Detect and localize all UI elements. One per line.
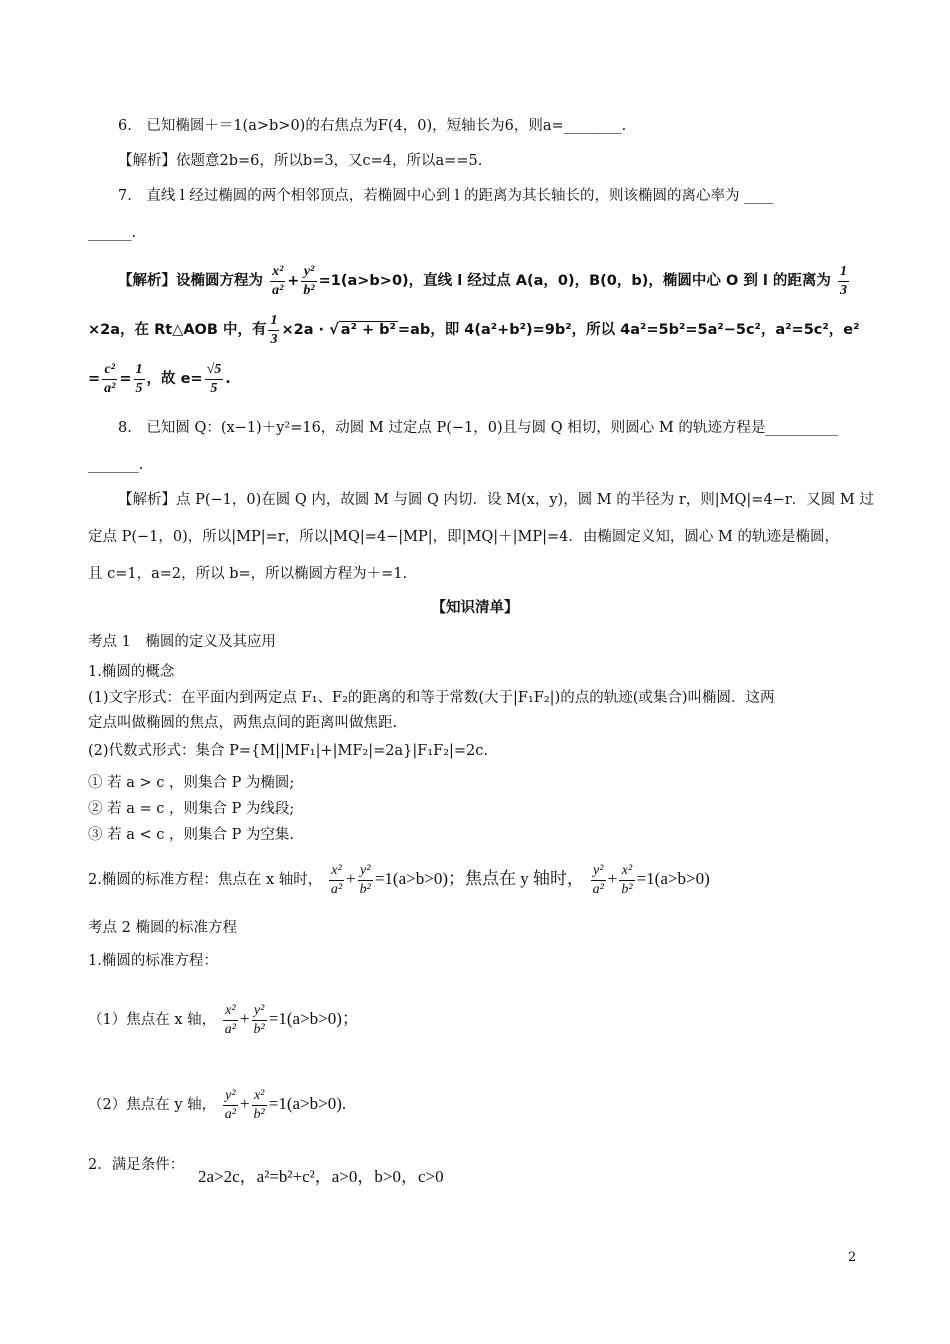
- kp1-def1-line-1: (1)文字形式：在平面内到两定点 F₁、F₂的距离的和等于常数(大于|F₁F₂|)的点的轨迹(或集合)叫椭圆．这两: [88, 690, 775, 706]
- kp1-title: 考点 1 椭圆的定义及其应用: [88, 634, 276, 650]
- kp2-x-axis-equation: （1）焦点在 x 轴， $\frac{\text{x²}}{\text{a²}}$ + $\frac{\text{y²}}{\text{b²}}$ =1(a>b>0)；: [88, 1002, 359, 1037]
- answer-8-line-2: 定点 P(−1，0)，所以|MP|=r，所以|MQ|=4−|MP|，即|MQ|＋|MP|=4．由椭圆定义知，圆心 M 的轨迹是椭圆，: [88, 529, 839, 545]
- answer-6: 【解析】依题意2b=6，所以b=3，又c=4，所以a==5.: [118, 153, 483, 169]
- answer-8-line-3: 且 c=1，a=2，所以 b=，所以椭圆方程为＋=1.: [88, 566, 408, 582]
- question-7-line-1: 7. 直线 l 经过椭圆的两个相邻顶点，若椭圆中心到 l 的距离为其长轴长的，则该椭圆的离心率为 ____: [118, 188, 774, 204]
- answer-7-line-2: ×2a，在 Rt△AOB 中，有 $\frac{1}{3}$ ×2a · √ a² + b² =ab，即 4(a²+b²)=9b²，所以 4a²=5b²=5a²−5c²，a²=5c²，e²: [88, 312, 860, 347]
- fraction: $\frac{\text{y²}}{\text{a²}}$: [224, 1087, 236, 1122]
- fraction: $\frac{\text{y²}}{\text{b²}}$: [253, 1002, 265, 1037]
- fraction: $\frac{\text{c²}}{\text{a²}}$: [104, 361, 116, 396]
- question-7-line-2: ______.: [88, 225, 137, 241]
- fraction: $\frac{\text{x²}}{\text{b²}}$: [621, 862, 633, 897]
- question-6: 6. 已知椭圆＋＝1(a>b>0)的右焦点为F(4，0)，短轴长为6，则a=________.: [118, 118, 627, 134]
- kp1-def2: (2)代数式形式：集合 P={M||MF₁|+|MF₂|=2a}|F₁F₂|=2c.: [88, 743, 489, 759]
- fraction: $\frac{1}{5}$: [135, 361, 143, 396]
- kp1-standard-equation: 2.椭圆的标准方程：焦点在 x 轴时， $\frac{\text{x²}}{\text{a²}}$ + $\frac{\text{y²}}{\text{b²}}$ =1(a>b>0)；焦点在 y 轴时， $\frac{\text{y²}}{\text{a²}}$ + $\frac{\text{x²}}{\text{b²}}$ =1(a>b>0): [88, 862, 710, 897]
- kp2-y-axis-equation: （2）焦点在 y 轴， $\frac{\text{y²}}{\text{a²}}$ + $\frac{\text{x²}}{\text{b²}}$ =1(a>b>0).: [88, 1087, 347, 1122]
- kp2-title: 考点 2 椭圆的标准方程: [88, 920, 237, 936]
- fraction: $\frac{\text{x²}}{\text{b²}}$: [253, 1087, 265, 1122]
- kp1-subtitle: 1.椭圆的概念: [88, 664, 175, 680]
- answer-7-line-1: 【解析】设椭圆方程为 $\frac{\text{x²}}{\text{a²}}$ + $\frac{\text{y²}}{\text{b²}}$ =1(a>b>0)，直线 l 经过点 A(a，0)，B(0，b)，椭圆中心 O 到 l 的距离为 $\frac{1}{3}$: [118, 263, 847, 298]
- page-number: 2: [848, 1250, 857, 1265]
- fraction: $\frac{1}{3}$: [270, 312, 278, 347]
- fraction: $\frac{√5}{5}$: [206, 361, 222, 396]
- kp1-def1-line-2: 定点叫做椭圆的焦点，两焦点间的距离叫做焦距.: [88, 715, 398, 731]
- section-title: 【知识清单】: [431, 600, 519, 616]
- kp2-condition: 2a>2c，a²=b²+c²，a>0，b>0，c>0: [198, 1167, 444, 1186]
- kp1-case-2: ② 若 a = c ，则集合 P 为线段;: [88, 801, 295, 817]
- question-8-line-1: 8. 已知圆 Q：(x−1)＋y²=16，动圆 M 过定点 P(−1，0)且与圆 Q 相切，则圆心 M 的轨迹方程是__________: [118, 420, 838, 436]
- fraction: $\frac{\text{x²}}{\text{a²}}$: [272, 263, 284, 298]
- fraction: $\frac{\text{y²}}{\text{a²}}$: [592, 862, 604, 897]
- kp2-subtitle: 1.椭圆的标准方程：: [88, 953, 218, 969]
- fraction: $\frac{\text{y²}}{\text{b²}}$: [303, 263, 315, 298]
- kp1-case-3: ③ 若 a < c ，则集合 P 为空集.: [88, 827, 295, 843]
- fraction: $\frac{1}{3}$: [839, 263, 847, 298]
- question-8-line-2: _______.: [88, 457, 144, 473]
- answer-7-line-3: = $\frac{\text{c²}}{\text{a²}}$ = $\frac{1}{5}$ ，故 e= $\frac{√5}{5}$ .: [88, 361, 231, 396]
- fraction: $\frac{\text{y²}}{\text{b²}}$: [359, 862, 371, 897]
- kp1-case-1: ① 若 a > c ，则集合 P 为椭圆;: [88, 775, 295, 791]
- answer-8-line-1: 【解析】点 P(−1，0)在圆 Q 内，故圆 M 与圆 Q 内切．设 M(x，y)，圆 M 的半径为 r，则|MQ|=4−r．又圆 M 过: [118, 492, 874, 508]
- fraction: $\frac{\text{x²}}{\text{a²}}$: [224, 1002, 236, 1037]
- kp2-condition-label: 2．满足条件：: [88, 1157, 185, 1173]
- fraction: $\frac{\text{x²}}{\text{a²}}$: [330, 862, 343, 897]
